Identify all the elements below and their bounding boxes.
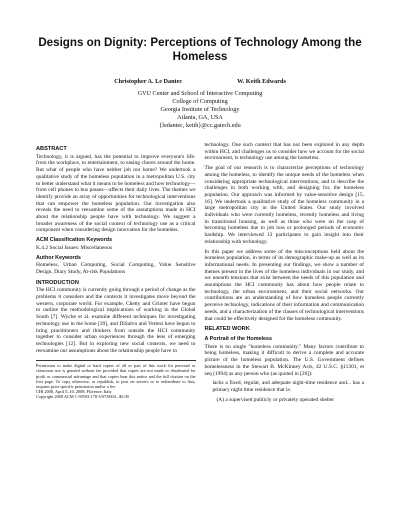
paper-title: Designs on Dignity: Perceptions of Technology Among the Homeless [38, 36, 362, 63]
related-work-heading: RELATED WORK [204, 326, 250, 333]
portrait-heading: A Portrait of the Homeless [204, 335, 272, 342]
left-column [36, 142, 196, 403]
author-list [36, 78, 364, 85]
right-column [205, 142, 365, 403]
classification-text: K.4.2 Social Issues: Miscellaneous [36, 244, 112, 251]
definition-quote-item: (A) a supervised publicly or privately operated shelter [216, 396, 335, 403]
affiliation-line: Georgia Institute of Technology [160, 106, 240, 113]
permission-text: Permission to make digital or hard copies of all or part of this work for personal or classroom use is granted without fee provided that copies are not made or distributed for profit or commercial advantage and that copies bear this notice and the full citation on the first page. To copy otherwise, or republish, to post on servers or to redistribute to lists, requires prior specific permission and/or a fee. [36, 363, 196, 389]
definition-quote: lacks a fixed, regular, and adequate night-time residence and... has a primary night time residence that is: [212, 380, 364, 393]
goal-paragraph: The goal of our research is to characterize perceptions of technology among the homeless, to identify the unique needs of the homeless when considering appropriate technological interventions, and to describe the challenges in both working with, and designing for, the homeless population. Our approach was informed by value-sensitive design [15, 16]. We undertook a qualitative study of the homeless community in a large metropolitan city in the United States. Our study involved individuals who were currently homeless, recently homeless and living in transitional housing, as well as those who were on the cusp of becoming homeless due to job loss or prolonged periods of economic hardship. We interviewed 13 participants to gain insight into their relationship with technology. [204, 165, 364, 245]
conference-line: CHI 2008, April 5–10, 2008, Florence, Italy. [36, 388, 113, 394]
portrait-paragraph: There is no single "homeless community." Many factors contribute to being homeless, making it difficult to derive a complete and accurate picture of the homeless population. The U.S. Government defines homelessness in the Stewart B. McKinney Acts, 42 U.S.C. §11301, et seq (1994) as any person who (as quoted in [26]): [204, 343, 364, 377]
author-2: W. Keith Edwards [237, 78, 286, 85]
keywords-heading: Author Keywords [36, 254, 81, 261]
two-column-body [36, 142, 364, 403]
author-1: Christopher A. Le Dantec [114, 78, 183, 85]
copyright-line: Copyright 2008 ACM 1-59593-178-3/07/0004...$5.00 [36, 393, 129, 399]
classification-heading: ACM Classification Keywords [36, 237, 113, 244]
author-emails: {ledantec, keith}@cc.gatech.edu [159, 122, 241, 129]
keywords-text: Homeless, Urban Computing, Social Computing, Value Sensitive Design, Diary Study, At-risk Populations [36, 262, 196, 275]
abstract-text: Technology, it is argued, has the potential to improve everyone's life: from the workplace, to entertainment, to easing chores around the home. But what of people who have neither job nor home? We undertook a qualitative study of the homeless population in a metropolitan U.S. city to better understand what it means to be homeless and how technology—from cell phones to bus passes—affects their daily lives. The themes we identify provide an array of opportunities for technological interventions that can empower the homeless population. Our investigation also reveals the need to reexamine some of the assumptions made in HCI about the relationship people have with technology. We suggest a broader awareness of the social context of technology use as a critical component when considering design innovation for the homeless. [36, 153, 196, 234]
introduction-text: The HCI community is currently going through a period of change as the problems it considers and the contexts it investigates move beyond the western, corporate world. For example, Chetty and Grinter have begun to outline the methodological implications of working in the Global South [7]. Wyche et al. examine different techniques for investigating technology use in the home [39], and DiSalvo and Vertesi have begun to bring practitioners and thinkers from outside the HCI community together to consider urban experiences through the lens of emerging technologies [12]. But in exploring new social contexts, we need to reexamine our assumptions about the relationship people have to [36, 287, 196, 354]
affiliation-line: GVU Center and School of Interactive Computing [137, 90, 263, 97]
affiliation-line: College of Computing [172, 98, 228, 105]
abstract-heading: ABSTRACT [36, 146, 67, 152]
introduction-heading: INTRODUCTION [36, 279, 79, 286]
affiliation-block [36, 90, 364, 130]
intro-continued: technology. One such context that has not been explored in any depth within HCI, and challenges us to consider how we account for the social environment, is technology use among the homeless. [204, 142, 364, 162]
affiliation-line: Atlanta, GA, USA [177, 114, 223, 121]
contributions-paragraph: In this paper we address some of the misconceptions held about the homeless population, in terms of its demographic make-up as well as its informational needs. In presenting our findings, we show a number of themes present in the lives of the homeless individuals in our study, and we unearth tensions that exist between the needs of this population and assumptions the HCI community has about how people relate to technology, the urban environment, and their social networks. Our contributions are an understanding of how homeless people currently perceive technology, indications of their information and communication needs, and a characterization of the classes of technological interventions that could be effectively designed for the homeless community. [204, 248, 364, 322]
copyright-footnote [36, 360, 196, 399]
